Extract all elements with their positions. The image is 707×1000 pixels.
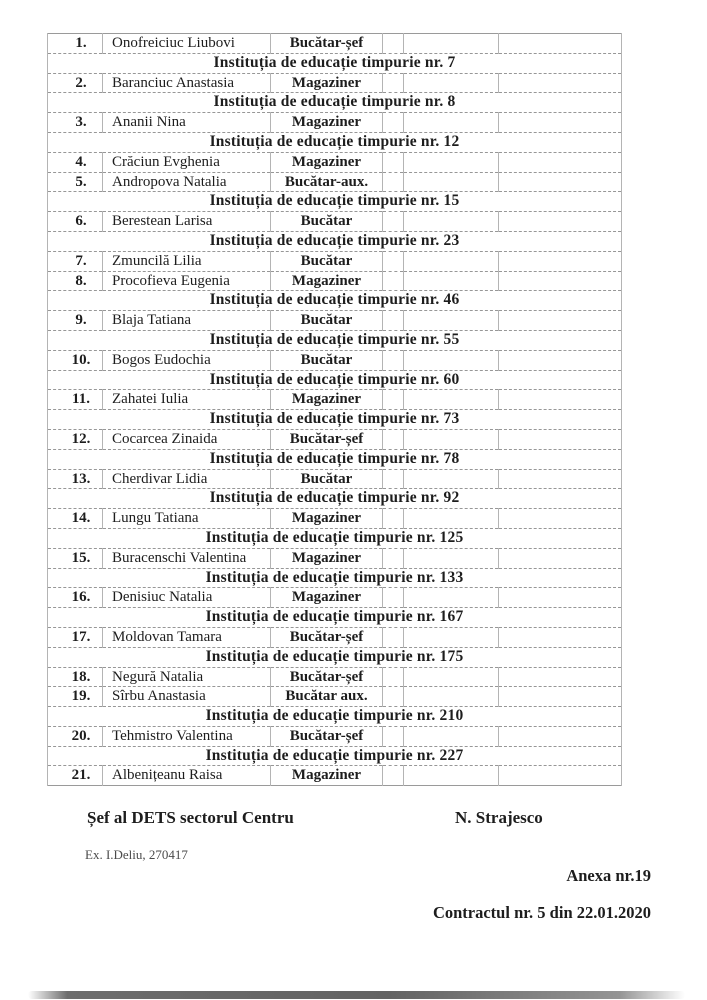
empty-cell	[404, 766, 499, 786]
position-title: Bucătar aux.	[271, 687, 383, 707]
empty-cell	[404, 687, 499, 707]
person-name: Ananii Nina	[103, 113, 271, 133]
person-row	[48, 390, 622, 410]
institution-label: Instituția de educație timpurie nr. 167	[48, 608, 622, 628]
person-name: Onofreiciuc Liubovi	[103, 34, 271, 54]
empty-cell	[383, 627, 404, 647]
institution-row	[48, 528, 622, 548]
empty-cell	[383, 687, 404, 707]
empty-cell	[383, 588, 404, 608]
empty-cell	[499, 469, 622, 489]
institution-label: Instituția de educație timpurie nr. 175	[48, 647, 622, 667]
person-row	[48, 429, 622, 449]
person-name: Tehmistro Valentina	[103, 726, 271, 746]
empty-cell	[383, 390, 404, 410]
person-row	[48, 588, 622, 608]
empty-cell	[499, 34, 622, 54]
person-row	[48, 627, 622, 647]
row-number: 21.	[48, 766, 103, 786]
person-name: Cherdivar Lidia	[103, 469, 271, 489]
empty-cell	[499, 588, 622, 608]
empty-cell	[404, 311, 499, 331]
empty-cell	[383, 172, 404, 192]
position-title: Bucătar-șef	[271, 726, 383, 746]
annex-label: Anexa nr.19	[566, 866, 651, 885]
person-row	[48, 34, 622, 54]
institution-row	[48, 746, 622, 766]
empty-cell	[383, 469, 404, 489]
empty-cell	[499, 212, 622, 232]
row-number: 7.	[48, 251, 103, 271]
row-number: 20.	[48, 726, 103, 746]
position-title: Magaziner	[271, 113, 383, 133]
empty-cell	[499, 627, 622, 647]
institution-label: Instituția de educație timpurie nr. 73	[48, 410, 622, 430]
person-name: Zmuncilă Lilia	[103, 251, 271, 271]
institution-label: Instituția de educație timpurie nr. 55	[48, 330, 622, 350]
contract-label: Contractul nr. 5 din 22.01.2020	[432, 903, 651, 922]
empty-cell	[499, 73, 622, 93]
empty-cell	[404, 172, 499, 192]
person-name: Zahatei Iulia	[103, 390, 271, 410]
person-name: Negură Natalia	[103, 667, 271, 687]
position-title: Bucătar-șef	[271, 34, 383, 54]
position-title: Bucătar	[271, 350, 383, 370]
person-name: Lungu Tatiana	[103, 509, 271, 529]
person-name: Albenițeanu Raisa	[103, 766, 271, 786]
empty-cell	[383, 509, 404, 529]
institution-row	[48, 231, 622, 251]
institution-row	[48, 53, 622, 73]
row-number: 13.	[48, 469, 103, 489]
empty-cell	[404, 627, 499, 647]
person-row	[48, 152, 622, 172]
institution-label: Instituția de educație timpurie nr. 133	[48, 568, 622, 588]
person-row	[48, 726, 622, 746]
empty-cell	[499, 429, 622, 449]
person-name: Denisiuc Natalia	[103, 588, 271, 608]
institution-row	[48, 93, 622, 113]
institution-label: Instituția de educație timpurie nr. 12	[48, 132, 622, 152]
empty-cell	[499, 152, 622, 172]
empty-cell	[404, 34, 499, 54]
row-number: 10.	[48, 350, 103, 370]
row-number: 9.	[48, 311, 103, 331]
empty-cell	[404, 152, 499, 172]
empty-cell	[383, 350, 404, 370]
position-title: Bucătar	[271, 212, 383, 232]
empty-cell	[383, 726, 404, 746]
row-number: 12.	[48, 429, 103, 449]
empty-cell	[499, 350, 622, 370]
institution-row	[48, 132, 622, 152]
scan-edge-shadow	[28, 991, 685, 999]
person-name: Blaja Tatiana	[103, 311, 271, 331]
institution-label: Instituția de educație timpurie nr. 60	[48, 370, 622, 390]
person-row	[48, 350, 622, 370]
position-title: Bucătar	[271, 251, 383, 271]
row-number: 15.	[48, 548, 103, 568]
signature-title: Șef al DETS sectorul Centru	[87, 808, 294, 827]
empty-cell	[383, 667, 404, 687]
position-title: Bucătar-șef	[271, 667, 383, 687]
institution-label: Instituția de educație timpurie nr. 46	[48, 291, 622, 311]
empty-cell	[383, 73, 404, 93]
person-name: Cocarcea Zinaida	[103, 429, 271, 449]
institution-row	[48, 192, 622, 212]
signature-name: N. Strajesco	[455, 808, 543, 827]
row-number: 11.	[48, 390, 103, 410]
empty-cell	[404, 113, 499, 133]
position-title: Magaziner	[271, 766, 383, 786]
institution-row	[48, 489, 622, 509]
empty-cell	[499, 251, 622, 271]
position-title: Magaziner	[271, 509, 383, 529]
person-row	[48, 766, 622, 786]
empty-cell	[383, 152, 404, 172]
position-title: Magaziner	[271, 271, 383, 291]
institution-label: Instituția de educație timpurie nr. 92	[48, 489, 622, 509]
institution-row	[48, 410, 622, 430]
row-number: 14.	[48, 509, 103, 529]
institution-row	[48, 370, 622, 390]
institution-label: Instituția de educație timpurie nr. 210	[48, 707, 622, 727]
person-name: Moldovan Tamara	[103, 627, 271, 647]
person-name: Buracenschi Valentina	[103, 548, 271, 568]
empty-cell	[404, 251, 499, 271]
empty-cell	[499, 113, 622, 133]
row-number: 4.	[48, 152, 103, 172]
empty-cell	[404, 429, 499, 449]
person-name: Procofieva Eugenia	[103, 271, 271, 291]
empty-cell	[383, 34, 404, 54]
empty-cell	[499, 271, 622, 291]
institution-row	[48, 707, 622, 727]
empty-cell	[404, 726, 499, 746]
person-row	[48, 251, 622, 271]
position-title: Bucătar	[271, 469, 383, 489]
position-title: Bucătar-aux.	[271, 172, 383, 192]
institution-row	[48, 291, 622, 311]
position-title: Magaziner	[271, 152, 383, 172]
empty-cell	[404, 350, 499, 370]
person-name: Berestean Larisa	[103, 212, 271, 232]
position-title: Magaziner	[271, 390, 383, 410]
empty-cell	[499, 766, 622, 786]
institution-row	[48, 449, 622, 469]
empty-cell	[499, 726, 622, 746]
empty-cell	[383, 311, 404, 331]
position-title: Bucătar	[271, 311, 383, 331]
row-number: 16.	[48, 588, 103, 608]
empty-cell	[499, 667, 622, 687]
person-name: Bogos Eudochia	[103, 350, 271, 370]
empty-cell	[404, 212, 499, 232]
empty-cell	[404, 588, 499, 608]
person-name: Crăciun Evghenia	[103, 152, 271, 172]
institution-label: Instituția de educație timpurie nr. 227	[48, 746, 622, 766]
institution-label: Instituția de educație timpurie nr. 15	[48, 192, 622, 212]
person-row	[48, 73, 622, 93]
person-row	[48, 212, 622, 232]
institution-label: Instituția de educație timpurie nr. 78	[48, 449, 622, 469]
person-name: Baranciuc Anastasia	[103, 73, 271, 93]
staff-table	[47, 33, 622, 786]
empty-cell	[404, 73, 499, 93]
row-number: 19.	[48, 687, 103, 707]
empty-cell	[383, 429, 404, 449]
person-row	[48, 172, 622, 192]
empty-cell	[499, 172, 622, 192]
empty-cell	[383, 113, 404, 133]
institution-row	[48, 647, 622, 667]
empty-cell	[383, 766, 404, 786]
row-number: 6.	[48, 212, 103, 232]
empty-cell	[404, 271, 499, 291]
institution-row	[48, 608, 622, 628]
empty-cell	[383, 212, 404, 232]
institution-row	[48, 568, 622, 588]
institution-label: Instituția de educație timpurie nr. 7	[48, 53, 622, 73]
row-number: 18.	[48, 667, 103, 687]
position-title: Magaziner	[271, 588, 383, 608]
institution-label: Instituția de educație timpurie nr. 23	[48, 231, 622, 251]
institution-row	[48, 330, 622, 350]
institution-label: Instituția de educație timpurie nr. 8	[48, 93, 622, 113]
staff-table-body	[48, 34, 622, 786]
empty-cell	[499, 548, 622, 568]
position-title: Bucătar-șef	[271, 627, 383, 647]
person-row	[48, 687, 622, 707]
empty-cell	[404, 509, 499, 529]
empty-cell	[404, 469, 499, 489]
empty-cell	[404, 390, 499, 410]
empty-cell	[499, 687, 622, 707]
person-name: Andropova Natalia	[103, 172, 271, 192]
person-row	[48, 311, 622, 331]
empty-cell	[383, 548, 404, 568]
row-number: 2.	[48, 73, 103, 93]
empty-cell	[499, 390, 622, 410]
empty-cell	[499, 509, 622, 529]
person-row	[48, 469, 622, 489]
person-row	[48, 509, 622, 529]
position-title: Magaziner	[271, 73, 383, 93]
empty-cell	[499, 311, 622, 331]
row-number: 1.	[48, 34, 103, 54]
row-number: 8.	[48, 271, 103, 291]
position-title: Bucătar-șef	[271, 429, 383, 449]
person-name: Sîrbu Anastasia	[103, 687, 271, 707]
empty-cell	[404, 548, 499, 568]
person-row	[48, 271, 622, 291]
position-title: Magaziner	[271, 548, 383, 568]
empty-cell	[383, 251, 404, 271]
empty-cell	[404, 667, 499, 687]
person-row	[48, 548, 622, 568]
person-row	[48, 113, 622, 133]
row-number: 17.	[48, 627, 103, 647]
row-number: 3.	[48, 113, 103, 133]
executor-note: Ex. I.Deliu, 270417	[85, 847, 188, 862]
row-number: 5.	[48, 172, 103, 192]
empty-cell	[383, 271, 404, 291]
person-row	[48, 667, 622, 687]
institution-label: Instituția de educație timpurie nr. 125	[48, 528, 622, 548]
